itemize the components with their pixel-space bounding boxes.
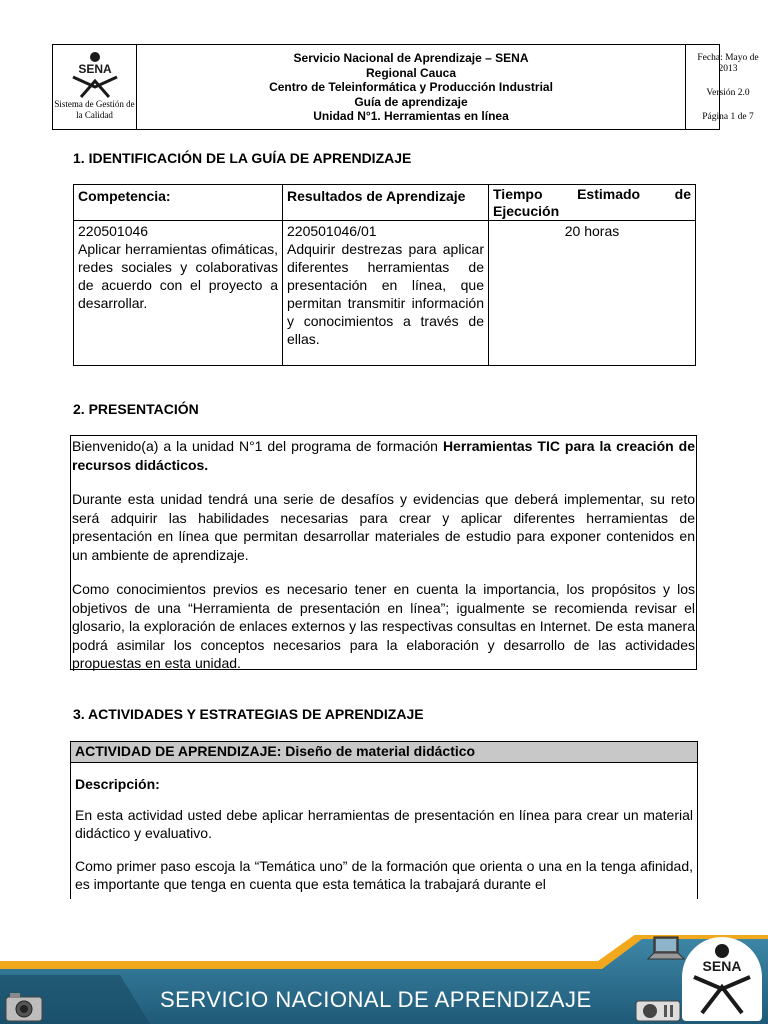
header-line: Servicio Nacional de Aprendizaje – SENA (293, 51, 529, 65)
header-version: Versión 2.0 (706, 88, 750, 98)
presentacion-paragraph-2: Durante esta unidad tendrá una serie de desafíos y evidencias que deberá implementar, su reto será adquirir las habilidades necesarias para crear y aplicar diferentes herramientas de presentación en línea que permitan desarrollar materiales de estudio para exponer contenidos en un ambiente de aprendizaje. (72, 491, 695, 563)
header-meta-cell (685, 45, 768, 129)
presentacion-p1-text: Bienvenido(a) a la unidad N°1 del programa de formación (72, 438, 443, 454)
media-player-icon (634, 997, 682, 1023)
header-logo-cell (53, 45, 137, 129)
footer-banner (0, 935, 768, 1024)
table-cell-resultado (283, 221, 489, 365)
camera-icon (4, 989, 44, 1023)
section-title-actividades: 3. ACTIVIDADES Y ESTRATEGIAS DE APRENDIZAJE (73, 706, 424, 722)
actividad-box (70, 741, 698, 899)
competencia-code: 220501046 (78, 223, 149, 239)
section-title-presentacion: 2. PRESENTACIÓN (73, 401, 199, 417)
document-header (52, 44, 759, 130)
header-logo-text: SENA (78, 62, 112, 76)
presentacion-paragraph-1 (72, 437, 695, 474)
resultado-text: Adquirir destrezas para aplicar diferentes herramientas de presentación en línea, que permitan transmitir información y conocimientos a través de ellas. (287, 241, 484, 347)
header-line: Regional Cauca (365, 65, 457, 80)
presentacion-paragraph-3: Como conocimientos previos es necesario tener en cuenta la importancia, los propósitos y los objetivos de una “Herramienta de presentación en línea”; igualmente se recomienda revisar el glosario, la exploración de enlaces externos y las respectivas consultas en Internet. De esta manera podrá asimilar los conceptos necesarios para la elaboración y desarrollo de las actividades propuestas en esta unidad. (72, 581, 695, 671)
table-header-resultados: Resultados de Aprendizaje (283, 185, 489, 221)
header-line: Centro de Teleinformática y Producción Industrial (269, 80, 553, 94)
actividad-paragraph-1: En esta actividad usted debe aplicar herramientas de presentación en línea para crear un material didáctico y evaluativo. (75, 806, 693, 841)
program-name: Herramientas TIC para la creación de recursos didácticos. (72, 438, 695, 473)
header-fecha: Fecha: Mayo de 2013 (697, 53, 759, 74)
logo-caption: Sistema de Gestión de la Calidad (54, 99, 135, 120)
competencia-text: Aplicar herramientas ofimáticas, redes sociales y colaborativas de acuerdo con el proyecto a desarrollar. (78, 241, 278, 311)
actividad-header: ACTIVIDAD DE APRENDIZAJE: Diseño de material didáctico (71, 742, 697, 763)
laptop-icon (646, 935, 686, 963)
header-line: Unidad N°1. Herramientas en línea (313, 109, 509, 123)
descripcion-label: Descripción: (75, 776, 160, 792)
presentacion-box (70, 435, 697, 670)
header-title-cell (137, 45, 685, 129)
sena-footer-logo-icon (682, 937, 762, 1021)
resultado-code: 220501046/01 (287, 223, 377, 239)
sena-logo-icon (67, 51, 123, 99)
competencia-table (73, 184, 696, 366)
table-cell-competencia (74, 221, 283, 365)
header-pagina: Página 1 de 7 (702, 112, 754, 122)
table-cell-tiempo: 20 horas (564, 223, 620, 239)
footer-logo-badge (682, 937, 762, 1021)
header-line: Guía de aprendizaje (354, 94, 468, 109)
table-header-tiempo: Tiempo Estimado de Ejecución (489, 185, 695, 221)
actividad-paragraph-2: Como primer paso escoja la “Temática uno” de la formación que orienta o una en la tenga afinidad, es importante que tenga en cuenta que esta temática la trabajará durante el (75, 857, 693, 892)
footer-banner-text: SERVICIO NACIONAL DE APRENDIZAJE (160, 987, 592, 1012)
section-title-identificacion: 1. IDENTIFICACIÓN DE LA GUÍA DE APRENDIZAJE (73, 150, 412, 166)
table-header-competencia: Competencia: (74, 185, 283, 221)
footer-logo-text: SENA (702, 958, 742, 974)
